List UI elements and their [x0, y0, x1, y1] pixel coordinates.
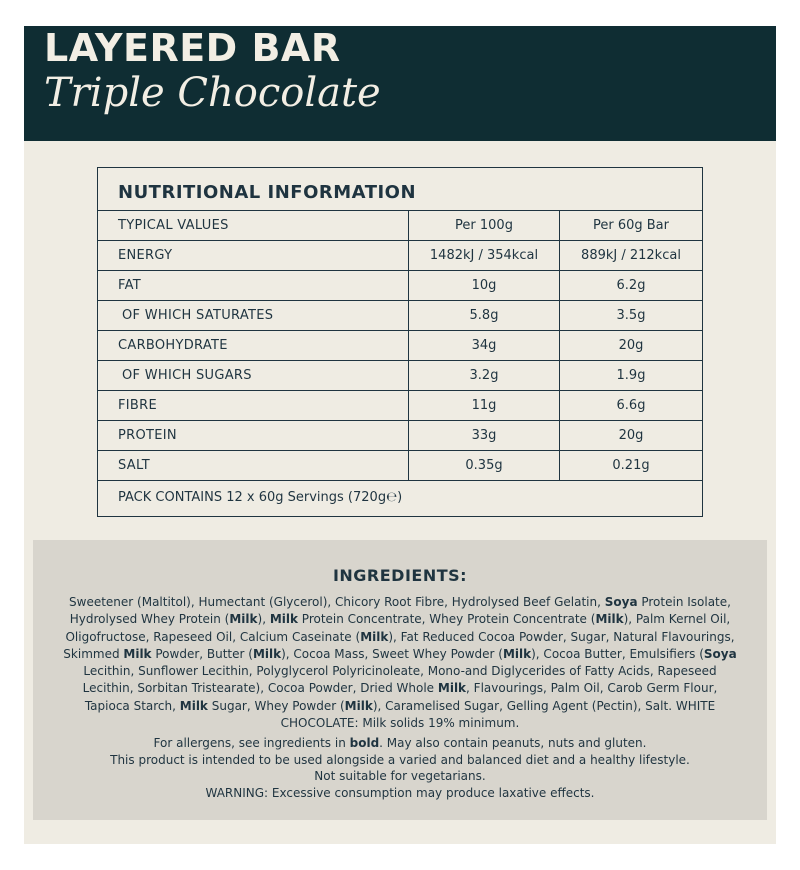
ingredient-text: ), Cocoa Butter, Emulsifiers (	[531, 646, 704, 661]
nutrition-table	[97, 167, 703, 517]
value-per-bar: 6.2g	[560, 271, 703, 301]
nutrient-label: OF WHICH SUGARS	[98, 361, 409, 391]
nutrition-row	[98, 421, 702, 451]
value-per-bar: 3.5g	[560, 301, 703, 331]
allergen-note-text-end: . May also contain peanuts, nuts and gluten.	[379, 736, 647, 750]
value-per-100g: 1482kJ / 354kcal	[409, 241, 560, 271]
allergen-ingredient: Milk	[179, 698, 208, 713]
value-per-100g: 33g	[409, 421, 560, 451]
value-per-bar: 0.21g	[560, 451, 703, 481]
ingredient-text: Protein Concentrate, Whey Protein Concentrate (	[297, 612, 596, 627]
value-per-100g: 10g	[409, 271, 560, 301]
value-per-100g: 34g	[409, 331, 560, 361]
allergen-ingredient: Milk	[252, 646, 282, 661]
allergen-note-text: For allergens, see ingredients in	[153, 736, 350, 750]
value-per-100g: 5.8g	[409, 301, 560, 331]
pack-contents: PACK CONTAINS 12 x 60g Servings (720g℮)	[118, 490, 403, 505]
value-per-100g: 0.35g	[409, 451, 560, 481]
balanced-diet-note: This product is intended to be used alongside a varied and balanced diet and a healthy lifestyle.	[110, 752, 690, 767]
allergen-ingredient: Milk	[344, 698, 373, 713]
nutrition-row	[98, 241, 702, 271]
ingredient-text: Powder, Butter (	[151, 646, 253, 661]
nutrition-row	[98, 331, 702, 361]
nutrition-title: NUTRITIONAL INFORMATION	[98, 168, 702, 211]
allergen-ingredient: Milk	[360, 629, 389, 644]
ingredients-title: INGREDIENTS:	[332, 566, 468, 585]
nutrition-row	[98, 451, 702, 481]
value-per-bar: 889kJ / 212kcal	[560, 241, 703, 271]
nutrient-label: OF WHICH SATURATES	[98, 301, 409, 331]
ingredient-text: ),	[257, 612, 270, 627]
product-title: LAYERED BAR	[44, 26, 341, 70]
nutrient-label: ENERGY	[98, 241, 409, 271]
allergen-ingredient: Milk	[123, 646, 152, 661]
allergen-note-bold: bold	[349, 736, 380, 750]
allergen-ingredient: Milk	[269, 612, 298, 627]
ingredient-text: Protein Isolate, Hydrolysed Whey Protein (	[69, 595, 731, 627]
nutrition-row	[98, 301, 702, 331]
ingredient-text: Sugar, Whey Powder (	[207, 698, 345, 713]
ingredient-text: ), Fat Reduced Cocoa Powder, Sugar, Natural Flavourings, Skimmed	[63, 629, 735, 661]
value-per-100g: 11g	[409, 391, 560, 421]
allergen-ingredient: Soya	[703, 646, 737, 661]
nutrient-label: SALT	[98, 451, 409, 481]
product-notes	[53, 735, 747, 801]
allergen-ingredient: Milk	[229, 612, 258, 627]
allergen-ingredient: Milk	[437, 681, 467, 696]
value-per-bar: 20g	[560, 331, 703, 361]
nutrition-row	[98, 271, 702, 301]
nutrition-header-row	[98, 211, 702, 241]
nutrient-label: PROTEIN	[98, 421, 409, 451]
allergen-ingredient: Milk	[502, 646, 532, 661]
ingredients-panel	[33, 540, 767, 820]
allergen-ingredient: Milk	[595, 612, 624, 627]
allergen-note	[53, 735, 747, 752]
nutrient-label: FAT	[98, 271, 409, 301]
allergen-ingredient: Soya	[604, 595, 638, 609]
nutrient-label: FIBRE	[98, 391, 409, 421]
ingredient-text: , Flavourings, Palm Oil, Carob Germ Flour, Tapioca Starch,	[84, 681, 718, 713]
ingredients-list	[59, 594, 741, 732]
value-per-100g: 3.2g	[409, 361, 560, 391]
value-per-bar: 6.6g	[560, 391, 703, 421]
vegetarian-note: Not suitable for vegetarians.	[314, 769, 486, 783]
nutrition-grid	[98, 211, 702, 481]
ingredient-text: ), Cocoa Mass, Sweet Whey Powder (	[281, 646, 503, 661]
ingredient-text: Sweetener (Maltitol), Humectant (Glycerol), Chicory Root Fibre, Hydrolysed Beef Gelatin,	[69, 595, 605, 609]
laxative-warning: WARNING: Excessive consumption may produce laxative effects.	[205, 785, 595, 800]
value-per-bar: 1.9g	[560, 361, 703, 391]
ingredient-text: ), Palm Kernel Oil, Oligofructose, Rapeseed Oil, Calcium Caseinate (	[65, 612, 731, 644]
column-header-per-bar: Per 60g Bar	[560, 211, 703, 241]
nutrient-label: CARBOHYDRATE	[98, 331, 409, 361]
product-subtitle: Triple Chocolate	[44, 70, 381, 116]
value-per-bar: 20g	[560, 421, 703, 451]
ingredient-text: ), Caramelised Sugar, Gelling Agent (Pectin), Salt. WHITE CHOCOLATE: Milk solids 19% minimum.	[280, 698, 716, 731]
column-header-typical-values: TYPICAL VALUES	[98, 211, 409, 241]
nutrition-row	[98, 361, 702, 391]
ingredient-text: Lecithin, Sunflower Lecithin, Polyglycerol Polyricinoleate, Mono-and Diglycerides of Fatty Acids, Rapeseed Lecithin, Sorbitan Tristearate), Cocoa Powder, Dried Whole	[82, 664, 717, 696]
column-header-per-100g: Per 100g	[409, 211, 560, 241]
nutrition-row	[98, 391, 702, 421]
